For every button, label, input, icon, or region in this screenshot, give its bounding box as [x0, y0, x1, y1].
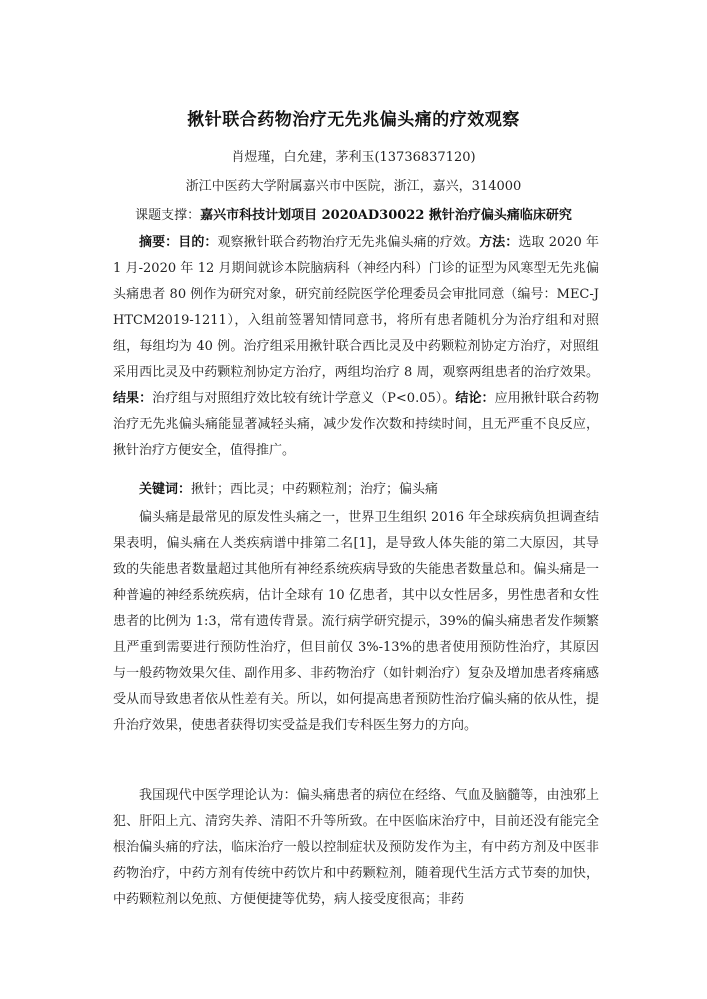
funding-line: [0, 204, 707, 223]
methods-label: 方法：: [479, 235, 519, 250]
objective-label: 目的：: [178, 235, 218, 250]
paper-title: 揪针联合药物治疗无先兆偏头痛的疗效观察: [187, 110, 520, 130]
funding-text: 嘉兴市科技计划项目 2020AD30022 揪针治疗偏头痛临床研究: [200, 208, 572, 223]
keywords: [113, 477, 599, 503]
abstract: [113, 230, 599, 464]
objective-text: 观察揪针联合药物治疗无先兆偏头痛的疗效。: [217, 235, 480, 250]
results-text: 治疗组与对照组疗效比较有统计学意义（P<0.05）。: [152, 391, 456, 406]
body-paragraph: [113, 505, 599, 739]
abstract-label: 摘要：: [139, 235, 179, 250]
methods-text: 选取 2020 年 1 月-2020 年 12 月期间就诊本院脑病科（神经内科）门诊的证型为风寒型无先兆偏头痛患者 80 例作为研究对象，研究前经院医学伦理委员会审批同意（编号：MEC-JHTCM2019-1211），入组前签署知情同意书，将所有患者随机分为治疗组和对照组，每组均为 40 例。治疗组采用揪针联合西比灵及中药颗粒剂协定方治疗，对照组采用西比灵及中药颗粒剂协定方治疗，两组均治疗 8 周，观察两组患者的治疗效果。: [113, 235, 599, 380]
conclusion-text: 应用揪针联合药物治疗无先兆偏头痛能显著减轻头痛，减少发作次数和持续时间，且无严重不良反应，揪针治疗方便安全，值得推广。: [113, 391, 599, 458]
results-label: 结果：: [113, 391, 153, 406]
keywords-text: 揪针；西比灵；中药颗粒剂；治疗；偏头痛: [191, 482, 439, 497]
paragraph-text: 偏头痛是最常见的原发性头痛之一，世界卫生组织 2016 年全球疾病负担调查结果表明，偏头痛在人类疾病谱中排第二名[1]，是导致人体失能的第二大原因，其导致的失能患者数量超过其他所有神经系统疾病导致的失能患者数量总和。偏头痛是一种普遍的神经系统疾病，估计全球有 10 亿患者，其中以女性居多，男性患者和女性患者的比例为 1:3，常有遗传背景。流行病学研究提示，39%的偏头痛患者发作频繁且严重到需要进行预防性治疗，但目前仅 3%-13%的患者使用预防性治疗，其原因与一般药物效果欠佳、副作用多、非药物治疗（如针刺治疗）复杂及增加患者疼痛感受从而导致患者依从性差有关。所以，如何提高患者预防性治疗偏头痛的依从性，提升治疗效果，使患者获得切实受益是我们专科医生努力的方向。: [113, 510, 599, 733]
paragraph-text: 我国现代中医学理论认为：偏头痛患者的病位在经络、气血及脑髓等，由浊邪上犯、肝阳上亢、清窍失养、清阳不升等所致。在中医临床治疗中，目前还没有能完全根治偏头痛的疗法，临床治疗一般以控制症状及预防发作为主，有中药方剂及中医非药物治疗，中药方剂有传统中药饮片和中药颗粒剂，随着现代生活方式节奏的加快，中药颗粒剂以免煎、方便便捷等优势，病人接受度很高；非药: [113, 788, 599, 907]
body-paragraph: [113, 783, 599, 913]
keywords-label: 关键词：: [139, 482, 192, 497]
conclusion-label: 结论：: [455, 391, 495, 406]
affiliation: 浙江中医药大学附属嘉兴市中医院，浙江，嘉兴，314000: [185, 179, 522, 194]
author-list: 肖煜瑾，白允建，茅利玉(13736837120): [231, 150, 476, 165]
funding-label: 课题支撑：: [135, 208, 201, 223]
